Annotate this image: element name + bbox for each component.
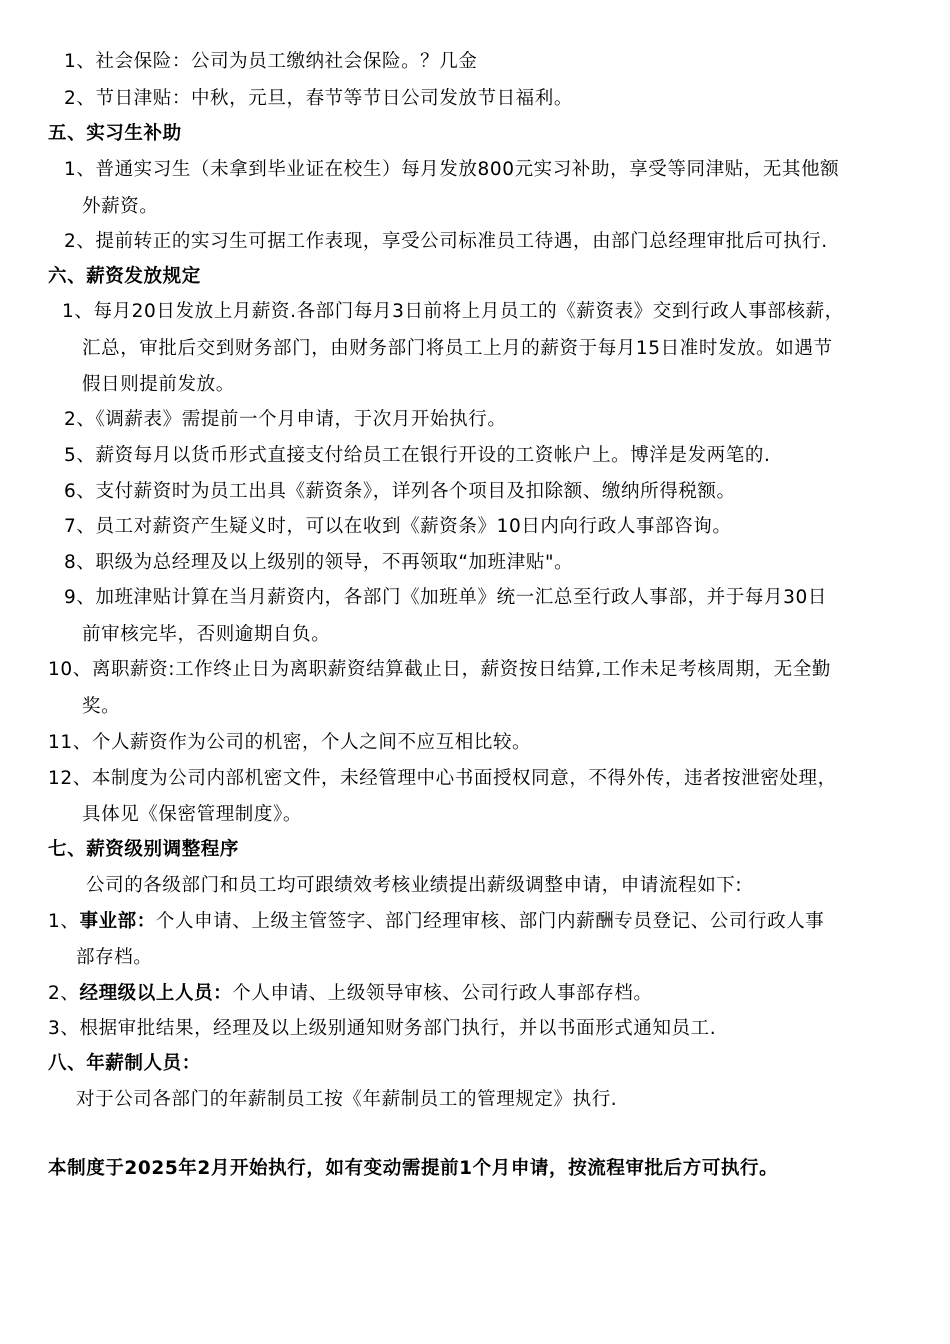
adjust-item1-text: 个人申请、上级主管签字、部门经理审核、部门内薪酬专员登记、公司行政人事	[155, 911, 825, 932]
section7-heading: 七、薪资级别调整程序	[48, 839, 240, 860]
pay-item1-line1: 1、每月20日发放上月薪资.各部门每月3日前将上月员工的《薪资表》交到行政人事部核薪，	[62, 301, 844, 322]
pay-item1-line2: 汇总，审批后交到财务部门，由财务部门将员工上月的薪资于每月15日准时发放。如遇节	[82, 338, 833, 359]
annual-salary-text: 对于公司各部门的年薪制员工按《年薪制员工的管理规定》执行.	[76, 1089, 618, 1110]
intern-item1-line1: 1、普通实习生（未拿到毕业证在校生）每月发放800元实习补助，享受等同津贴，无其他额	[64, 159, 840, 180]
adjust-item1	[48, 909, 824, 935]
adjust-item1-number: 1、	[48, 911, 80, 932]
adjust-item3: 3、根据审批结果，经理及以上级别通知财务部门执行，并以书面形式通知员工.	[48, 1018, 717, 1039]
pay-item10-line1: 10、离职薪资:工作终止日为离职薪资结算截止日，薪资按日结算,工作未足考核周期，无全勤	[48, 659, 831, 680]
social-insurance-item: 1、社会保险：公司为员工缴纳社会保险。？几金	[64, 51, 478, 72]
pay-item2: 2、《调薪表》需提前一个月申请，于次月开始执行。	[64, 409, 507, 430]
adjust-item2-text: 个人申请、上级领导审核、公司行政人事部存档。	[232, 983, 653, 1004]
pay-item10-line2: 奖。	[82, 696, 121, 717]
adjust-item1-label: 事业部：	[79, 911, 156, 932]
intern-item1-line2: 外薪资。	[82, 196, 159, 217]
pay-item7: 7、员工对薪资产生疑义时，可以在收到《薪资条》10日内向行政人事部咨询。	[64, 516, 732, 537]
pay-item8: 8、职级为总经理及以上级别的领导，不再领取“加班津贴"。	[64, 552, 574, 573]
adjust-item2-label: 经理级以上人员：	[79, 983, 233, 1004]
section5-heading: 五、实习生补助	[48, 123, 182, 144]
adjust-item1-line2: 部存档。	[76, 947, 153, 968]
pay-item11: 11、个人薪资作为公司的机密，个人之间不应互相比较。	[48, 732, 532, 753]
adjust-item2	[48, 981, 653, 1007]
section6-heading: 六、薪资发放规定	[48, 266, 201, 287]
adjust-intro: 公司的各级部门和员工均可跟绩效考核业绩提出薪级调整申请，申请流程如下:	[86, 875, 743, 896]
pay-item12-line2: 具体见《保密管理制度》。	[82, 804, 302, 825]
adjust-item2-number: 2、	[48, 983, 80, 1004]
section8-heading: 八、年薪制人员：	[48, 1053, 201, 1074]
pay-item12-line1: 12、本制度为公司内部机密文件，未经管理中心书面授权同意，不得外传，违者按泄密处理，	[48, 768, 837, 789]
pay-item6: 6、支付薪资时为员工出具《薪资条》，详列各个项目及扣除额、缴纳所得税额。	[64, 481, 736, 502]
intern-item2: 2、提前转正的实习生可据工作表现，享受公司标准员工待遇，由部门总经理审批后可执行.	[64, 231, 828, 252]
pay-item1-line3: 假日则提前发放。	[82, 374, 235, 395]
pay-item9-line1: 9、加班津贴计算在当月薪资内，各部门《加班单》统一汇总至行政人事部，并于每月30日	[64, 587, 827, 608]
pay-item5: 5、薪资每月以货币形式直接支付给员工在银行开设的工资帐户上。博洋是发两笔的.	[64, 445, 771, 466]
holiday-allowance-item: 2、节日津贴：中秋，元旦，春节等节日公司发放节日福利。	[64, 88, 573, 109]
pay-item9-line2: 前审核完毕，否则逾期自负。	[82, 624, 331, 645]
closing-statement: 本制度于2025年2月开始执行，如有变动需提前1个月申请，按流程审批后方可执行。	[48, 1158, 779, 1179]
